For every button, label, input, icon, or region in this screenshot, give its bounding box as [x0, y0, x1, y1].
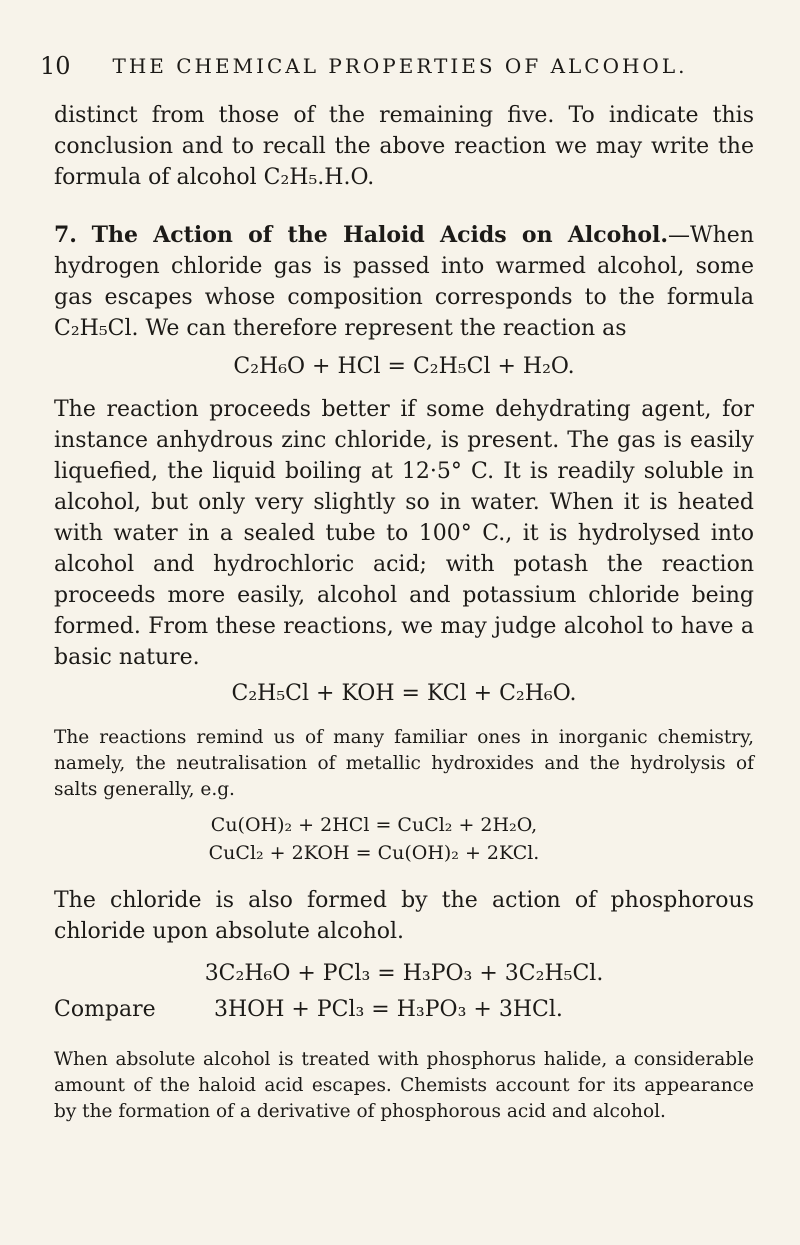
- section-title: The Action of the Haloid Acids on Alcohol.: [91, 222, 669, 248]
- paragraph-halide: When absolute alcohol is treated with phosphorus halide, a considerable amount of the haloid acid escapes. Chemists account for its appearance by the formation of a derivative of phosphorous acid and alcohol.: [54, 1049, 754, 1122]
- equation-2: C₂H₅Cl + KOH = KCl + C₂H₆O.: [231, 681, 577, 706]
- compare-row: [54, 995, 754, 1025]
- page-header: [40, 52, 760, 88]
- running-title: THE CHEMICAL PROPERTIES OF ALCOHOL.: [112, 54, 688, 78]
- paragraph-reaction: The reaction proceeds better if some dehydrating agent, for instance anhydrous zinc chloride, is present. The gas is easily liquefied, the liquid boiling at 12·5° C. It is readily soluble in alcohol, but only very slightly so in water. When it is heated with water in a sealed tube to 100° C., it is hydrolysed into alcohol and hydrochloric acid; with potash the reaction proceeds more easily, alcohol and potassium chloride being formed. From these reactions, we may judge alcohol to have a basic nature.: [54, 397, 754, 670]
- equation-4: CuCl₂ + 2KOH = Cu(OH)₂ + 2KCl.: [208, 842, 540, 864]
- equation-5: 3C₂H₆O + PCl₃ = H₃PO₃ + 3C₂H₅Cl.: [204, 961, 604, 986]
- section-number: 7.: [54, 222, 77, 248]
- equation-1: C₂H₆O + HCl = C₂H₅Cl + H₂O.: [233, 354, 575, 379]
- paragraph-phosphorous: The chloride is also formed by the action of phosphorous chloride upon absolute alcohol.: [54, 888, 754, 944]
- section-7-paragraph: [54, 220, 754, 344]
- paragraph-intro: distinct from those of the remaining five. To indicate this conclusion and to recall the above reaction we may write the formula of alcohol C₂H₅.H.O.: [54, 103, 754, 190]
- compare-label: Compare: [54, 997, 156, 1022]
- page-number: 10: [40, 52, 71, 80]
- page-body: [54, 100, 754, 1125]
- equation-6: 3HOH + PCl₃ = H₃PO₃ + 3HCl.: [214, 997, 563, 1022]
- section-7-text: —When hydrogen chloride gas is passed into warmed alcohol, some gas escapes whose composition corresponds to the formula C₂H₅Cl. We can therefore represent the reaction as: [54, 223, 754, 341]
- equation-3: Cu(OH)₂ + 2HCl = CuCl₂ + 2H₂O,: [210, 814, 538, 836]
- paragraph-inorganic: The reactions remind us of many familiar ones in inorganic chemistry, namely, the neutralisation of metallic hydroxides and the hydrolysis of salts generally, e.g.: [54, 727, 754, 800]
